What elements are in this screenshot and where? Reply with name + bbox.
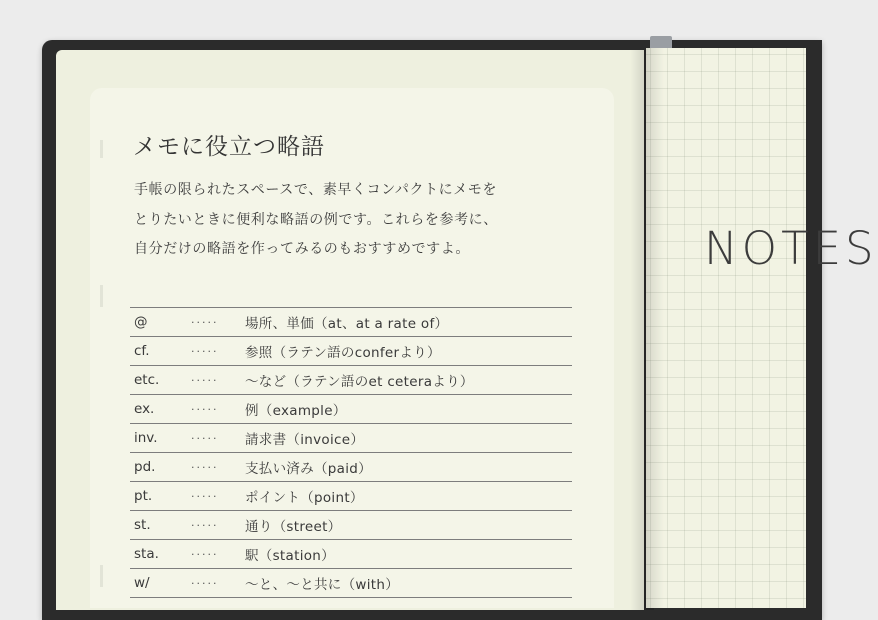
ghost-mark [100, 565, 127, 587]
table-row [130, 511, 572, 540]
table-row [130, 569, 572, 598]
leader-dots: ····· [191, 373, 219, 387]
table-row [130, 308, 572, 337]
abbreviation-meaning: ポイント（point） [245, 490, 364, 506]
table-row [130, 540, 572, 569]
description-line: 手帳の限られたスペースで、素早くコンパクトにメモを [134, 182, 498, 198]
abbreviation-meaning: 支払い済み（paid） [245, 461, 372, 477]
abbreviation: @ [134, 314, 148, 330]
abbreviation-table [130, 307, 572, 598]
insert-title: メモに役立つ略語 [133, 134, 325, 160]
description-line: 自分だけの略語を作ってみるのもおすすめですよ。 [134, 241, 470, 257]
abbreviation-meaning: 場所、単価（at、at a rate of） [245, 316, 449, 332]
abbreviation-meaning: 〜と、〜と共に（with） [245, 577, 400, 593]
abbreviation: w/ [134, 575, 150, 591]
abbreviation: inv. [134, 430, 158, 446]
abbreviation: cf. [134, 343, 150, 359]
table-row [130, 337, 572, 366]
table-row [130, 482, 572, 511]
table-row [130, 453, 572, 482]
leader-dots: ····· [191, 460, 219, 474]
leader-dots: ····· [191, 518, 219, 532]
abbreviation-meaning: 請求書（invoice） [245, 432, 365, 448]
table-row [130, 366, 572, 395]
abbreviation-meaning: 例（example） [245, 403, 347, 419]
leader-dots: ····· [191, 576, 219, 590]
leader-dots: ····· [191, 431, 219, 445]
abbreviation: pt. [134, 488, 153, 504]
ghost-mark [100, 140, 125, 158]
abbreviation: pd. [134, 459, 156, 475]
ghost-mark [100, 285, 127, 307]
leader-dots: ····· [191, 344, 219, 358]
abbreviation-meaning: 通り（street） [245, 519, 342, 535]
leader-dots: ····· [191, 315, 219, 329]
leader-dots: ····· [191, 547, 219, 561]
table-row [130, 395, 572, 424]
abbreviation-meaning: 参照（ラテン語のconferより） [245, 345, 441, 361]
abbreviation: ex. [134, 401, 155, 417]
abbreviation-meaning: 〜など（ラテン語のet ceteraより） [245, 374, 474, 390]
notes-heading: NOTES [704, 222, 878, 275]
right-page-grid [646, 48, 806, 608]
leader-dots: ····· [191, 489, 219, 503]
abbreviation: st. [134, 517, 151, 533]
table-row [130, 424, 572, 453]
abbreviation-meaning: 駅（station） [245, 548, 335, 564]
leader-dots: ····· [191, 402, 219, 416]
description-line: とりたいときに便利な略語の例です。これらを参考に、 [134, 212, 498, 228]
abbreviation: sta. [134, 546, 159, 562]
abbreviation: etc. [134, 372, 160, 388]
